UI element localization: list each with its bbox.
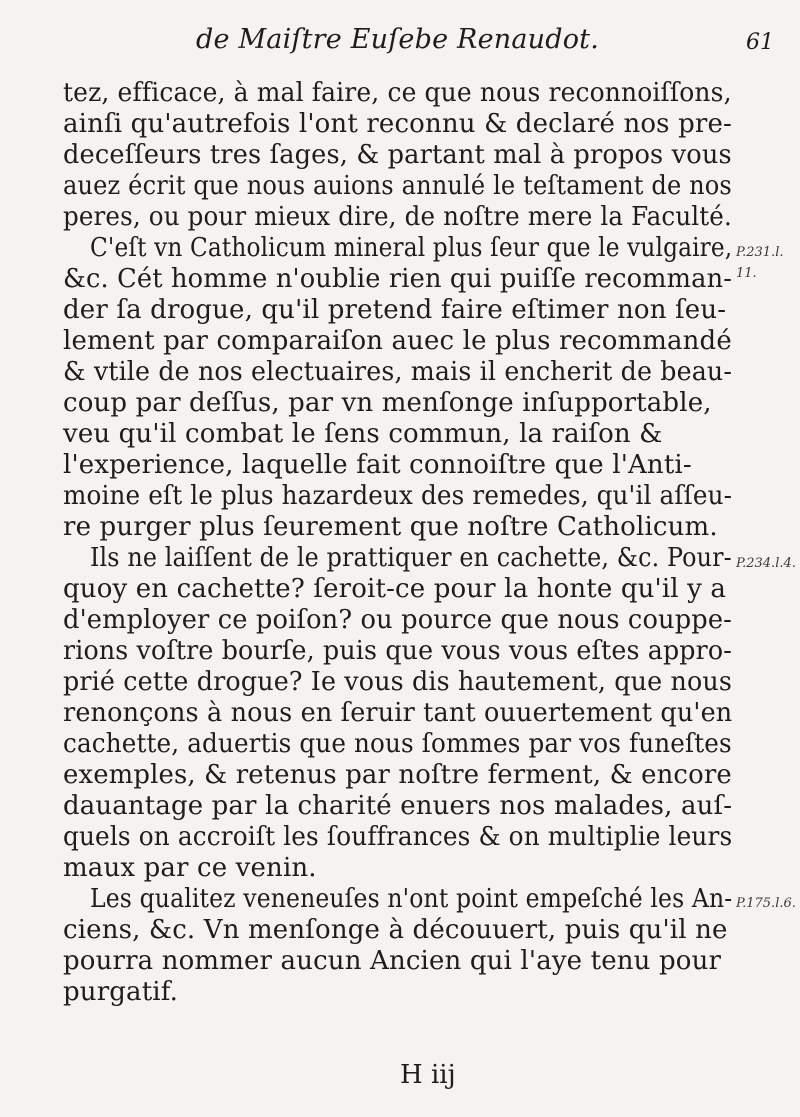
- text-line-25: quels on accroiſt les ſouffrances & on multiplie leurs: [63, 822, 733, 852]
- text-line-3: deceſſeurs tres ſages, & partant mal à propos vous: [63, 140, 732, 170]
- text-line-16: Ils ne laiſſent de le prattiquer en cachette, &c. Pour-: [90, 543, 732, 573]
- page-number: 61: [746, 30, 774, 55]
- running-title: de Maiſtre Euſebe Renaudot.: [196, 24, 600, 55]
- text-line-19: rions voſtre bourſe, puis que vous vous eſtes appro-: [63, 636, 732, 666]
- text-line-13: l'experience, laquelle fait connoiſtre que l'Anti-: [63, 450, 692, 480]
- signature-mark: H iij: [400, 1060, 456, 1090]
- text-line-21: renonçons à nous en ſeruir tant ouuertement qu'en: [63, 698, 733, 728]
- text-line-15: re purger plus ſeurement que noſtre Catholicum.: [63, 512, 718, 542]
- text-line-1: tez, efficace, à mal faire, ce que nous reconnoiſſons,: [63, 78, 732, 108]
- text-line-4: auez écrit que nous auions annulé le teſtament de nos: [63, 171, 732, 201]
- text-line-30: purgatif.: [63, 977, 179, 1007]
- text-line-9: lement par comparaiſon auec le plus recommandé: [63, 326, 732, 356]
- text-line-20: prié cette drogue? Ie vous dis hautement, que nous: [63, 667, 733, 697]
- text-line-18: d'employer ce poiſon? ou pource que nous couppe-: [63, 605, 733, 635]
- text-line-10: & vtile de nos electuaires, mais il encherit de beau-: [63, 357, 733, 387]
- text-line-23: exemples, & retenus par noſtre ferment, & encore: [63, 760, 732, 790]
- text-line-2: ainſi qu'autrefois l'ont reconnu & declaré nos pre-: [63, 109, 732, 139]
- text-line-27: Les qualitez veneneuſes n'ont point empeſché les An-: [90, 884, 733, 914]
- text-line-5: peres, ou pour mieux dire, de noſtre mere la Faculté.: [63, 202, 732, 232]
- margin-note-2: 11.: [736, 266, 757, 281]
- text-line-24: dauantage par la charité enuers nos malades, auſ-: [63, 791, 733, 821]
- text-line-8: der ſa drogue, qu'il pretend faire eſtimer non ſeu-: [63, 295, 727, 325]
- margin-note-3: P.234.l.4.: [736, 556, 796, 571]
- text-line-11: coup par deſſus, par vn menſonge inſupportable,: [63, 388, 712, 418]
- text-line-29: pourra nommer aucun Ancien qui l'aye tenu pour: [63, 946, 722, 976]
- text-line-14: moine eſt le plus hazardeux des remedes, qu'il aſſeu-: [63, 481, 733, 511]
- margin-note-4: P.175.l.6.: [736, 896, 796, 911]
- text-line-6: C'eſt vn Catholicum mineral plus ſeur que le vulgaire,: [90, 233, 733, 263]
- text-line-22: cachette, aduertis que nous ſommes par vos funeſtes: [63, 729, 732, 759]
- text-line-12: veu qu'il combat le ſens commun, la raiſon &: [63, 419, 663, 449]
- text-line-26: maux par ce venin.: [63, 853, 317, 883]
- text-line-17: quoy en cachette? ſeroit-ce pour la honte qu'il y a: [63, 574, 727, 604]
- text-line-28: ciens, &c. Vn menſonge à découuert, puis qu'il ne: [63, 915, 728, 945]
- text-line-7: &c. Cét homme n'oublie rien qui puiſſe recomman-: [63, 264, 733, 294]
- margin-note-1: P.231.l.: [736, 245, 784, 260]
